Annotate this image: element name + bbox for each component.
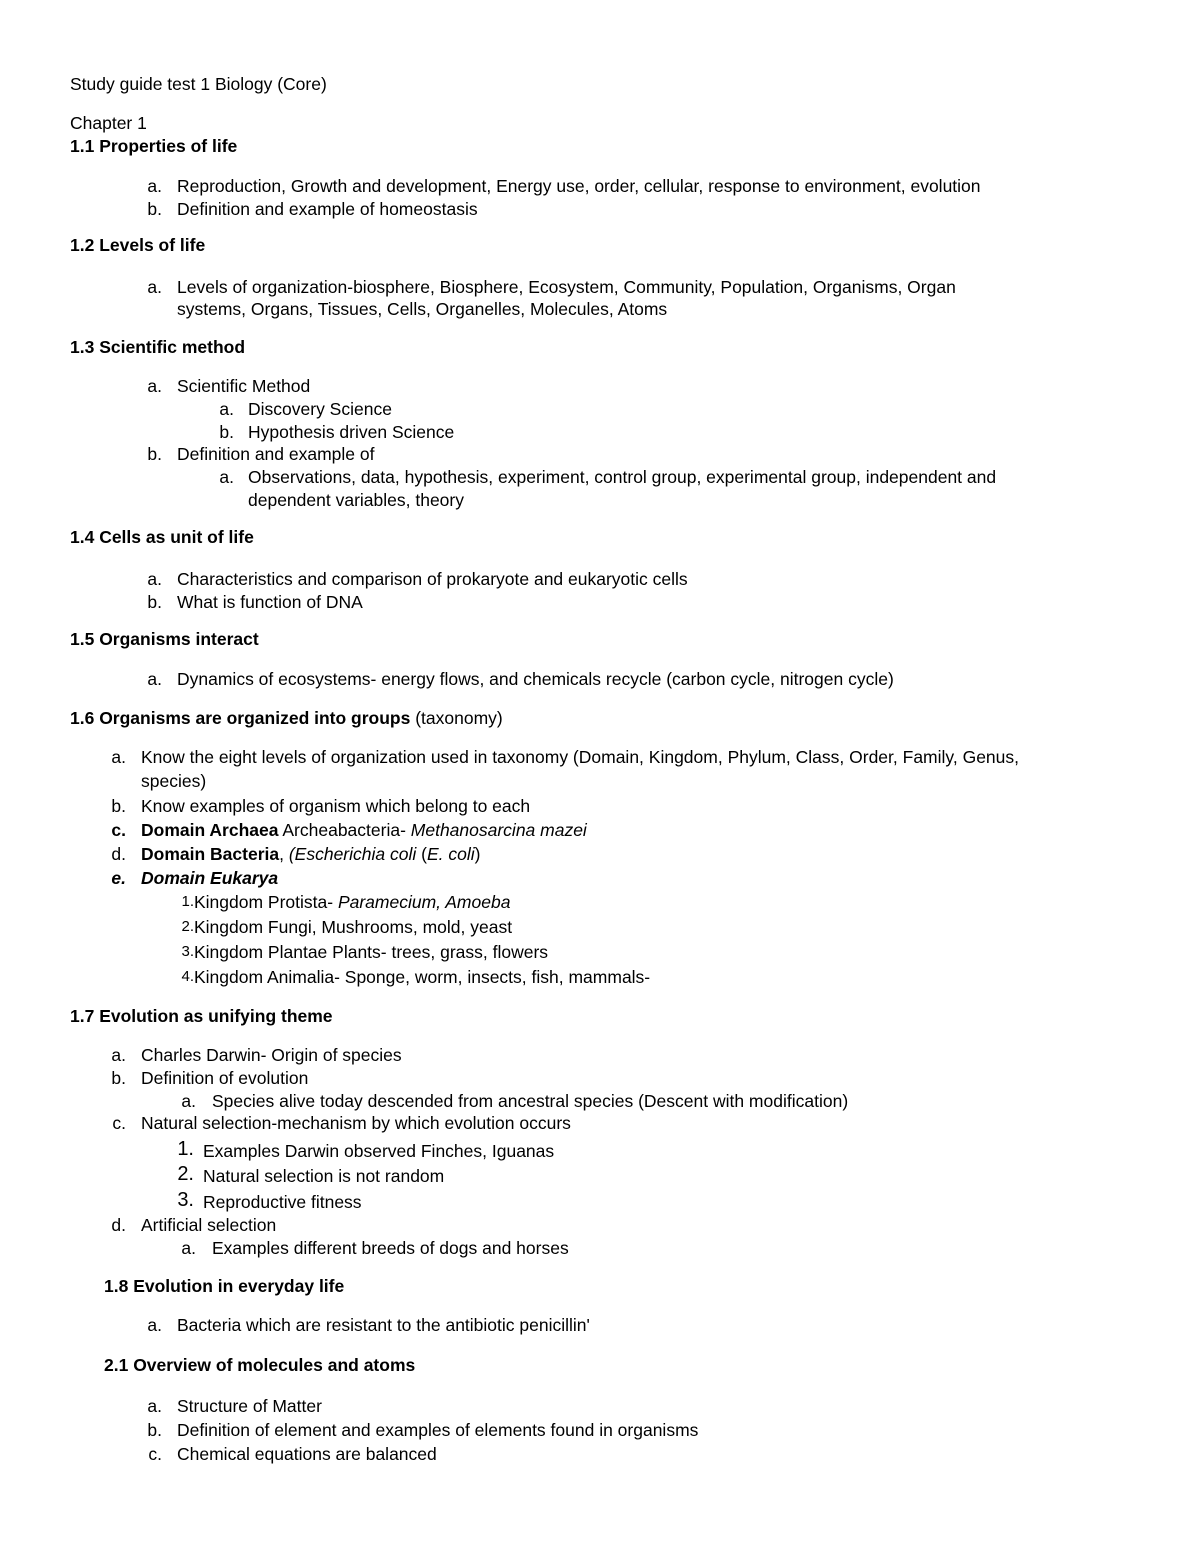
list-item: Characteristics and comparison of prokaryote and eukaryotic cells (177, 569, 688, 589)
list-marker: a. (147, 569, 162, 589)
section-heading-1-7: 1.7 Evolution as unifying theme (70, 1006, 333, 1026)
plain-text: , (279, 844, 289, 864)
section-heading-1-3: 1.3 Scientific method (70, 337, 246, 357)
list-marker: a. (111, 747, 126, 767)
list-marker: b. (147, 444, 162, 464)
list-marker: a. (219, 467, 234, 487)
list-item: Definition and example of (177, 444, 375, 464)
list-marker: c. (111, 820, 126, 840)
list-item: Kingdom Plantae Plants- trees, grass, flowers (194, 942, 549, 962)
list-marker: 3. (177, 1189, 194, 1211)
list-item: Scientific Method (177, 376, 311, 396)
list-marker: c. (112, 1113, 126, 1133)
list-marker: 2. (181, 918, 194, 935)
domain-name: Domain Bacteria (141, 844, 280, 864)
list-marker: e. (111, 868, 126, 888)
list-item: Bacteria which are resistant to the antibiotic penicillin' (177, 1315, 590, 1335)
chapter-label: Chapter 1 (70, 113, 147, 133)
list-item: Know examples of organism which belong to each (141, 796, 531, 816)
list-item-continuation: systems, Organs, Tissues, Cells, Organelles, Molecules, Atoms (177, 299, 668, 319)
list-item-continuation: dependent variables, theory (248, 490, 464, 510)
section-heading-1-4: 1.4 Cells as unit of life (70, 527, 254, 547)
list-item: Natural selection-mechanism by which evolution occurs (141, 1113, 571, 1133)
list-marker: a. (181, 1091, 196, 1111)
species-name: Methanosarcina mazei (410, 820, 587, 840)
list-item: Reproductive fitness (203, 1192, 362, 1212)
list-item: Artificial selection (141, 1215, 277, 1235)
list-marker: a. (147, 1396, 162, 1416)
section-heading-2-1: 2.1 Overview of molecules and atoms (104, 1355, 416, 1375)
list-marker: c. (148, 1444, 162, 1464)
list-marker: 3. (181, 943, 194, 960)
document-title: Study guide test 1 Biology (Core) (70, 74, 327, 94)
list-marker: a. (147, 1315, 162, 1335)
list-item: Examples Darwin observed Finches, Iguanas (203, 1141, 555, 1161)
list-item: Reproduction, Growth and development, Energy use, order, cellular, response to environment, evolution (177, 176, 981, 196)
list-marker: 4. (181, 968, 194, 985)
plain-text: ) (474, 844, 481, 864)
list-marker: b. (147, 592, 162, 612)
section-heading-1-5: 1.5 Organisms interact (70, 629, 259, 649)
list-marker: d. (111, 1215, 126, 1235)
plain-text: Kingdom Protista- (194, 892, 338, 912)
list-item: Observations, data, hypothesis, experiment, control group, experimental group, independent and (248, 467, 997, 487)
list-marker: b. (219, 422, 234, 442)
list-marker: b. (147, 199, 162, 219)
list-marker: b. (111, 1068, 126, 1088)
section-heading-1-1: 1.1 Properties of life (70, 136, 238, 156)
list-item: Know the eight levels of organization used in taxonomy (Domain, Kingdom, Phylum, Class, Order, Family, Genus, (141, 747, 1019, 767)
list-marker: d. (111, 844, 126, 864)
list-item: Kingdom Animalia- Sponge, worm, insects, fish, mammals- (194, 967, 651, 987)
plain-text: ( (416, 844, 427, 864)
list-item (194, 891, 510, 913)
list-item: Species alive today descended from ancestral species (Descent with modification) (212, 1091, 849, 1111)
list-item: Dynamics of ecosystems- energy flows, and chemicals recycle (carbon cycle, nitrogen cycle) (177, 669, 894, 689)
list-item-bacteria (141, 843, 480, 865)
list-marker: 1. (181, 893, 194, 910)
list-item: Charles Darwin- Origin of species (141, 1045, 402, 1065)
list-item: Structure of Matter (177, 1396, 322, 1416)
list-marker: a. (147, 669, 162, 689)
list-item: Natural selection is not random (203, 1166, 445, 1186)
list-marker: a. (181, 1238, 196, 1258)
domain-name: Domain Archaea (141, 820, 279, 840)
species-name: Paramecium, Amoeba (337, 892, 511, 912)
section-heading-1-2: 1.2 Levels of life (70, 235, 206, 255)
list-item: Chemical equations are balanced (177, 1444, 437, 1464)
list-item: Hypothesis driven Science (248, 422, 455, 442)
list-marker: 1. (177, 1138, 194, 1160)
list-item: What is function of DNA (177, 592, 363, 612)
list-marker: 2. (177, 1163, 194, 1185)
list-item-archaea (141, 819, 587, 841)
section-heading-1-8: 1.8 Evolution in everyday life (104, 1276, 345, 1296)
list-marker: b. (147, 1420, 162, 1440)
list-marker: a. (147, 376, 162, 396)
section-heading-bold: 1.6 Organisms are organized into groups (70, 708, 411, 728)
list-item: Definition of element and examples of elements found in organisms (177, 1420, 699, 1440)
list-item: Examples different breeds of dogs and horses (212, 1238, 569, 1258)
list-item: Kingdom Fungi, Mushrooms, mold, yeast (194, 917, 513, 937)
section-heading-1-6 (70, 707, 503, 729)
list-item-eukarya: Domain Eukarya (141, 868, 279, 888)
list-item-continuation: species) (141, 771, 207, 791)
list-item: Discovery Science (248, 399, 392, 419)
list-marker: a. (147, 277, 162, 297)
section-heading-note: (taxonomy) (410, 708, 503, 728)
species-name: (Escherichia coli (288, 844, 417, 864)
list-item: Definition of evolution (141, 1068, 309, 1088)
list-item: Definition and example of homeostasis (177, 199, 478, 219)
list-marker: a. (111, 1045, 126, 1065)
list-marker: a. (147, 176, 162, 196)
list-marker: a. (219, 399, 234, 419)
plain-text: Archeabacteria- (278, 820, 411, 840)
list-item: Levels of organization-biosphere, Biosphere, Ecosystem, Community, Population, Organisms, Organ (177, 277, 956, 297)
list-marker: b. (111, 796, 126, 816)
species-abbrev: E. coli (426, 844, 475, 864)
